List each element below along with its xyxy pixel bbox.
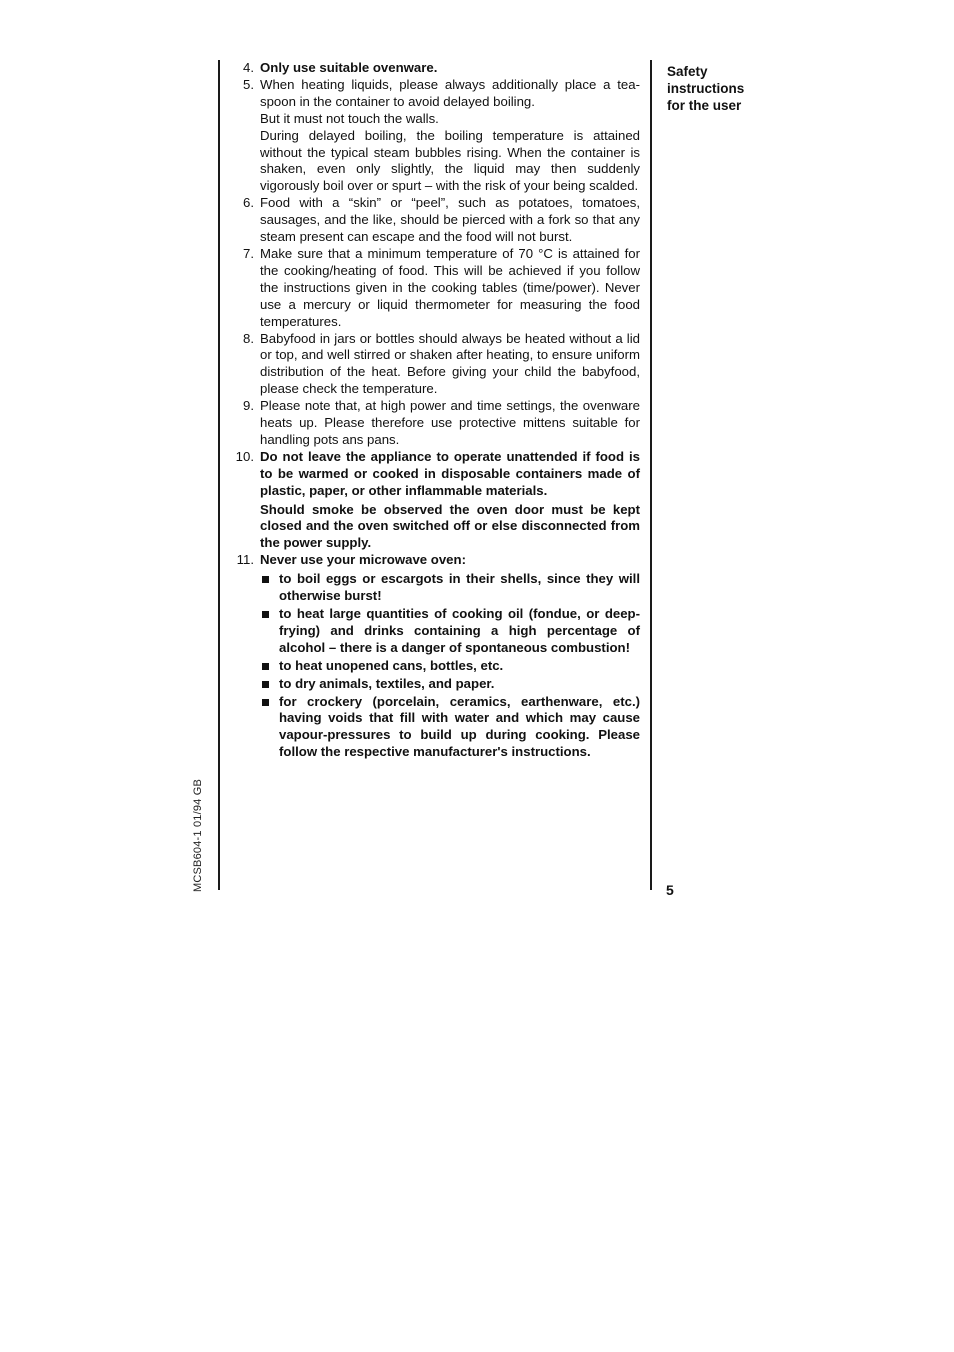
item-text: Please note that, at high power and time settings, the ovenware heats up. Please therefore use protective mittens suitable for handling pots ans pans.: [260, 398, 640, 447]
page-number: 5: [666, 882, 674, 898]
list-item: [230, 195, 640, 246]
warning-text: Should smoke be observed the oven door must be kept closed and the oven switched off or else disconnected from the power supply.: [260, 501, 640, 551]
bullet-item: to heat large quantities of cooking oil (fondue, or deep-frying) and drinks containing a high percentage of alcohol – there is a danger of spontaneous combustion!: [260, 606, 640, 657]
section-heading: [667, 63, 777, 114]
item-text: Babyfood in jars or bottles should always be heated without a lid or top, and well stirred or shaken after heating, to ensure uniform distribution of the heat. Before giving your child the babyfood, please check the temperature.: [260, 330, 640, 397]
safety-instructions-list: [230, 60, 640, 762]
list-item: [230, 552, 640, 761]
item-text: Only use suitable ovenware.: [260, 60, 438, 75]
item-number: 6.: [243, 195, 254, 211]
item-number: 5.: [243, 76, 254, 92]
prohibited-uses-list: [260, 571, 640, 761]
item-number: 4.: [243, 60, 254, 75]
left-margin-rule: [218, 60, 220, 890]
item-text: But it must not touch the walls.: [260, 110, 439, 126]
item-number: 10.: [235, 448, 254, 464]
heading-line: instructions: [667, 81, 745, 96]
item-number: 8.: [243, 330, 254, 346]
item-text: During delayed boiling, the boiling temperature is attained without the typical steam bubbles rising. When the container is shaken, even only slightly, the liquid may then suddenly vigorously boil over or spurt – with the risk of your being scalded.: [260, 127, 640, 194]
item-number: 7.: [243, 245, 254, 261]
list-item: [230, 60, 640, 77]
item-text: Food with a “skin” or “peel”, such as potatoes, tomatoes, sausages, and the like, should be pierced with a fork so that any steam present can escape and the food will not burst.: [260, 195, 640, 245]
list-item: [230, 77, 640, 195]
heading-line: Safety: [667, 64, 708, 79]
list-item: [230, 246, 640, 331]
list-item: [230, 331, 640, 399]
warning-text: Do not leave the appliance to operate unattended if food is to be warmed or cooked in disposable containers made of plastic, paper, or other inflammable materials.: [260, 448, 640, 498]
bullet-item: to boil eggs or escargots in their shells, since they will otherwise burst!: [260, 571, 640, 605]
list-item: [230, 449, 640, 552]
item-text: Make sure that a minimum temperature of 70 °C is attained for the cooking/heating of food. This will be achieved if you follow the instructions given in the cooking tables (time/power). Never use a mercury or liquid thermometer for measuring the food temperatures.: [260, 245, 640, 329]
bullet-item: to dry animals, textiles, and paper.: [260, 676, 640, 693]
right-margin-rule: [650, 60, 652, 890]
bullet-item: to heat unopened cans, bottles, etc.: [260, 658, 640, 675]
heading-line: for the user: [667, 98, 742, 113]
item-text: When heating liquids, please always additionally place a tea-spoon in the container to avoid delayed boiling.: [260, 76, 640, 109]
bullet-item: for crockery (porcelain, ceramics, earthenware, etc.) having voids that fill with water and which may cause vapour-pressures to build up during cooking. Please follow the respective manufacturer's instructions.: [260, 694, 640, 762]
item-text: Never use your microwave oven:: [260, 552, 466, 568]
item-number: 9.: [243, 398, 254, 414]
item-number: 11.: [236, 552, 254, 568]
list-item: [230, 398, 640, 449]
document-code: MCSB604-1 01/94 GB: [192, 778, 204, 892]
